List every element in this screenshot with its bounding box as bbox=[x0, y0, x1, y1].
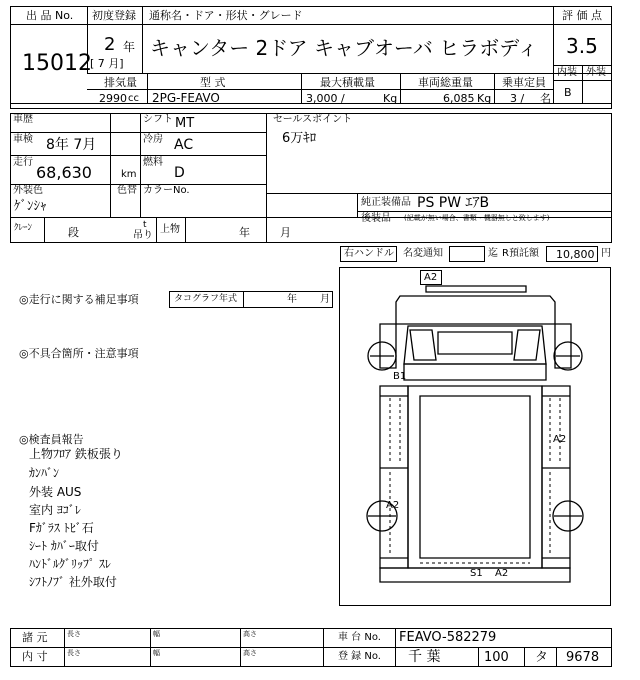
std-equipment-label: 純正装備品 bbox=[361, 197, 411, 208]
model-label: 型 式 bbox=[200, 76, 226, 89]
vehicle-name: キャンター 2ドア キャブオーバ ヒラボディ bbox=[150, 36, 538, 60]
exterior-label: 外装 bbox=[586, 67, 606, 78]
lot-no-label: 出 品 No. bbox=[26, 9, 74, 22]
ac: AC bbox=[174, 137, 194, 153]
drive-side: 右ハンドル bbox=[344, 248, 394, 259]
driving-notes-label: ◎走行に関する補足事項 bbox=[19, 293, 139, 306]
eval-label: 評 価 点 bbox=[562, 9, 602, 22]
sales-point-label: セールスポイント bbox=[273, 114, 353, 125]
max-load-unit: Kg bbox=[383, 92, 398, 105]
eval-score: 3.5 bbox=[566, 34, 598, 58]
displacement: 2990 bbox=[99, 92, 127, 105]
reg-number: 9678 bbox=[566, 650, 600, 665]
crane-stage-unit: 段 bbox=[68, 226, 79, 239]
chassis-label: 車 台 No. bbox=[338, 632, 381, 643]
capacity-label: 乗車定員 bbox=[502, 76, 546, 89]
deposit-label: 迄 bbox=[488, 248, 498, 259]
reg-class: 100 bbox=[484, 650, 509, 665]
dims-label: 諸 元 bbox=[22, 631, 48, 644]
crane-hoist-label: 吊り bbox=[133, 230, 153, 241]
sales-point: 6万ｷﾛ bbox=[282, 131, 317, 146]
mark-top: A2 bbox=[424, 272, 438, 283]
max-load: 3,000 / bbox=[306, 92, 345, 105]
name-change-label: 名変通知 bbox=[403, 248, 443, 259]
inner-width-label: 幅 bbox=[153, 649, 160, 657]
ac-label: 冷房 bbox=[143, 134, 163, 145]
mark-s1: S1 bbox=[470, 568, 483, 579]
inner-length-label: 長さ bbox=[67, 649, 81, 657]
interior-label: 内装 bbox=[557, 67, 577, 78]
inner-height-label: 高さ bbox=[243, 649, 257, 657]
displacement-unit: cc bbox=[128, 93, 139, 104]
body-label: 上物 bbox=[160, 224, 180, 235]
gross-weight-label: 車両総重量 bbox=[418, 76, 473, 89]
model: 2PG-FEAVO bbox=[152, 91, 220, 105]
history-label: 車歴 bbox=[13, 114, 33, 125]
inspector-item: ｶﾝﾊﾞﾝ bbox=[29, 466, 60, 480]
crane-label: ｸﾚｰﾝ bbox=[14, 223, 33, 233]
inspector-item: 上物ﾌﾛｱ 鉄板張り bbox=[29, 447, 123, 461]
tachograph-year-unit: 年 bbox=[287, 294, 297, 305]
mileage: 68,630 bbox=[36, 163, 92, 182]
reg-label: 登 録 No. bbox=[338, 651, 381, 662]
inner-label: 内 寸 bbox=[22, 650, 48, 663]
defects-label: ◎不具合箇所・注意事項 bbox=[19, 347, 139, 360]
mark-left: A2 bbox=[386, 500, 400, 511]
inspection: 8年 7月 bbox=[46, 137, 97, 153]
color-no-label: 色替 bbox=[117, 185, 137, 196]
ext-color-label: 外装色 bbox=[13, 185, 43, 196]
reg-month: [ 7 月] bbox=[90, 57, 124, 70]
dims-width-label: 幅 bbox=[153, 630, 160, 638]
gross-weight-unit: Kg bbox=[477, 92, 492, 105]
inspection-label: 車検 bbox=[13, 134, 33, 145]
first-reg-label: 初度登録 bbox=[92, 9, 136, 22]
mark-right: A2 bbox=[553, 434, 567, 445]
inspector-item: ｼｰﾄ ｶﾊﾞｰ取付 bbox=[29, 539, 99, 553]
color-code-label: カラーNo. bbox=[143, 185, 190, 196]
fuel-label: 燃料 bbox=[143, 157, 163, 168]
aftermarket-label: 後装品 bbox=[361, 213, 391, 224]
name-change-box bbox=[449, 246, 485, 262]
body-year-unit: 年 bbox=[239, 226, 250, 239]
displacement-label: 排気量 bbox=[104, 76, 137, 89]
inspector-item: 室内 ﾖｺﾞﾚ bbox=[29, 503, 81, 517]
recycle-amount: 10,800 bbox=[556, 248, 595, 261]
tachograph-label: タコグラフ年式 bbox=[174, 294, 238, 304]
dims-height-label: 高さ bbox=[243, 630, 257, 638]
shift-label: シフト bbox=[143, 114, 173, 125]
reg-year-unit: 年 bbox=[123, 40, 136, 54]
chassis-no: FEAVO-582279 bbox=[399, 630, 497, 645]
lot-no: 15012 bbox=[22, 51, 92, 76]
mark-b1: B1 bbox=[393, 371, 407, 382]
fuel: D bbox=[174, 165, 185, 181]
reg-place: 千 葉 bbox=[408, 649, 441, 665]
ext-color: ｹﾞﾝｼｬ bbox=[14, 199, 47, 214]
gross-weight: 6,085 bbox=[443, 92, 475, 105]
interior-grade: B bbox=[564, 86, 572, 99]
damage-diagram bbox=[339, 267, 611, 606]
inspector-item: ｼﾌﾄﾉﾌﾞ 社外取付 bbox=[29, 575, 117, 589]
reg-kana: タ bbox=[535, 650, 549, 665]
reg-year: 2 bbox=[104, 34, 116, 55]
shift: MT bbox=[175, 116, 195, 131]
name-label: 通称名・ドア・形状・グレード bbox=[149, 9, 303, 22]
dims-length-label: 長さ bbox=[67, 630, 81, 638]
recycle-label: R預託額 bbox=[502, 248, 539, 259]
capacity-unit: 名 bbox=[540, 92, 551, 105]
max-load-label: 最大積載量 bbox=[320, 76, 375, 89]
inspector-item: 外装 AUS bbox=[29, 485, 82, 499]
inspector-item: Fｶﾞﾗｽ ﾄﾋﾞ石 bbox=[29, 521, 94, 535]
aftermarket-note: (記載が無い場合、書類・機器無しと致します) bbox=[404, 214, 550, 222]
yen: 円 bbox=[601, 248, 611, 259]
body-month-unit: 月 bbox=[280, 226, 291, 239]
crane-ton-unit: t bbox=[143, 220, 147, 230]
mileage-label: 走行 bbox=[13, 157, 33, 168]
inspector-item: ﾊﾝﾄﾞﾙｸﾞﾘｯﾌﾟ ｽﾚ bbox=[29, 557, 111, 571]
mark-bottom: A2 bbox=[495, 568, 509, 579]
std-equipment: PS PW ｴｱB bbox=[417, 195, 490, 211]
inspector-label: ◎検査員報告 bbox=[19, 433, 84, 446]
tachograph-month-unit: 月 bbox=[320, 294, 330, 305]
capacity: 3 / bbox=[510, 92, 525, 105]
truck-outline bbox=[340, 268, 610, 605]
mileage-unit: km bbox=[121, 169, 137, 180]
